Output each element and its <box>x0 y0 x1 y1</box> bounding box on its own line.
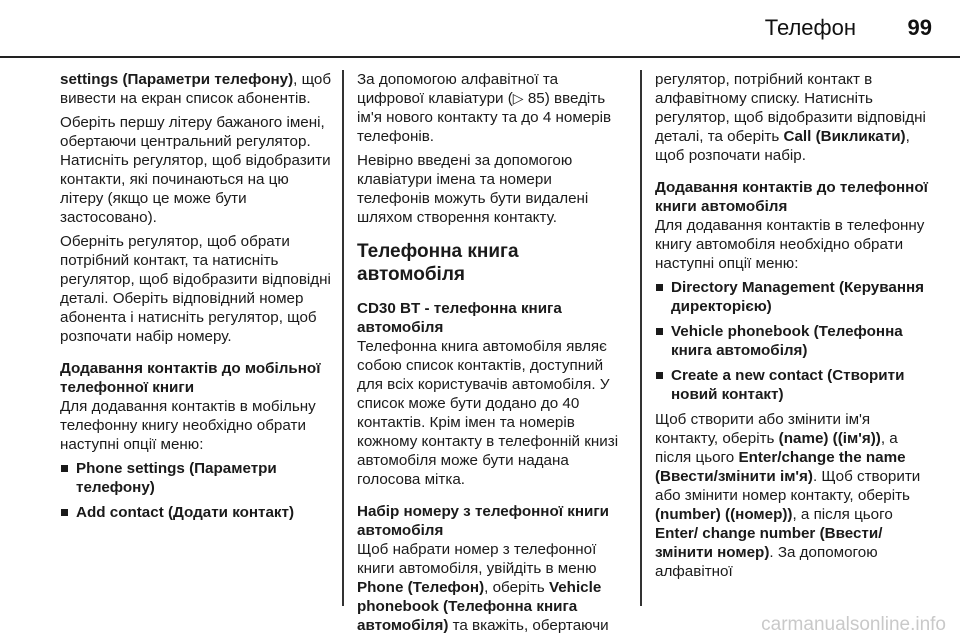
paragraph: Невірно введені за допомогою клавіатури імена та номери телефонів можуть бути видалені шляхом створення контакту. <box>357 152 589 226</box>
paragraph: Для додавання контактів в телефонну книгу автомобіля необхідно обрати наступні опції меню: <box>655 217 925 272</box>
subsection-heading: CD30 BT - телефонна книга автомобіля <box>357 300 562 336</box>
page-number: 99 <box>907 15 932 40</box>
subsection-heading: Набір номеру з телефонної книги автомобіля <box>357 503 609 539</box>
text: , щоб розпочати набір. <box>655 128 910 164</box>
list-item-text: Vehicle phonebook (Телефонна книга автомобіля) <box>671 323 903 359</box>
list-item <box>655 278 930 316</box>
text: , оберіть <box>484 579 549 596</box>
text: ) введіть ім'я нового контакту та до 4 номерів телефонів. <box>357 90 612 145</box>
paragraph: Оберіть першу літеру бажаного імені, обертаючи центральний регулятор. Натисніть регулятор, щоб відобразити контакти, які починаються на цю літеру (якщо це може бути застосовано). <box>60 114 331 226</box>
menu-ref: Call (Викликати) <box>783 128 906 145</box>
watermark: carmanualsonline.info <box>761 614 946 635</box>
menu-ref: Enter/ change number (Ввести/змінити номер) <box>655 525 883 561</box>
text: та вкажіть, обертаючи <box>448 617 609 634</box>
menu-ref: Phone (Телефон) <box>357 579 485 596</box>
text: . За допомогою алфавітної <box>655 544 878 580</box>
paragraph <box>60 70 332 108</box>
menu-ref: (name) ((ім'я)) <box>778 430 881 447</box>
paragraph: Для додавання контактів в мобільну телефонну книгу необхідно обрати наступні опції меню: <box>60 398 316 453</box>
menu-ref: Enter/change the name (Ввести/змінити ім'я) <box>655 449 906 485</box>
paragraph <box>655 70 930 165</box>
list-item-text: Directory Management (Керування директорією) <box>671 279 925 315</box>
paragraph <box>655 410 930 581</box>
paragraph: Оберніть регулятор, щоб обрати потрібний контакт, та натисніть регулятор, щоб відобразити відповідні деталі. Оберіть відповідний номер абонента і натисніть регулятор, щоб розпочати набір номеру. <box>60 233 331 345</box>
page-header <box>0 0 960 64</box>
page-ref[interactable]: 85 <box>527 90 545 107</box>
page-ref-icon: ▷ <box>512 90 524 106</box>
section-heading: Додавання контактів до мобільної телефонної книги <box>60 360 321 396</box>
bullet-icon <box>656 372 663 379</box>
text: регулятор, потрібний контакт в алфавітному списку. Натисніть регулятор, щоб відобразити відповідні деталі, та оберіть <box>655 71 926 145</box>
bullet-icon <box>61 465 68 472</box>
column-2 <box>357 70 627 640</box>
bullet-icon <box>656 284 663 291</box>
header-rule <box>0 56 960 58</box>
section-heading: Додавання контактів до телефонної книги автомобіля <box>655 179 928 215</box>
text: . Щоб створити або змінити номер контакту, оберіть <box>655 468 921 504</box>
list-item-text: Add contact (Додати контакт) <box>76 504 295 521</box>
text: За допомогою алфавітної та цифрової клавіатури ( <box>357 71 559 107</box>
list-item-text: Phone settings (Параметри телефону) <box>76 460 277 496</box>
paragraph <box>357 70 627 146</box>
text: , щоб вивести на екран список абонентів. <box>60 71 332 107</box>
menu-ref: settings (Параметри телефону) <box>60 71 294 88</box>
column-3 <box>655 70 930 586</box>
page-title: Телефон <box>764 15 856 40</box>
list-item <box>655 366 930 404</box>
bullet-icon <box>656 328 663 335</box>
menu-ref: (number) ((номер)) <box>655 506 793 523</box>
text: Щоб створити або змінити ім'я контакту, оберіть <box>655 411 871 447</box>
column-divider-1 <box>342 70 344 606</box>
section-title: Телефонна книга автомобіля <box>357 241 519 285</box>
bullet-icon <box>61 509 68 516</box>
column-1 <box>60 70 332 528</box>
paragraph <box>357 540 627 635</box>
list-item-text: Create a new contact (Створити новий контакт) <box>671 367 905 403</box>
column-divider-2 <box>640 70 642 606</box>
list-item <box>60 503 332 522</box>
text: , а після цього <box>792 506 893 523</box>
text: Щоб набрати номер з телефонної книги автомобіля, увійдіть в меню <box>357 541 597 577</box>
menu-ref: Vehicle phonebook (Телефонна книга автомобіля) <box>357 579 602 634</box>
list-item <box>60 459 332 497</box>
list-item <box>655 322 930 360</box>
text: , а після цього <box>655 430 898 466</box>
paragraph: Телефонна книга автомобіля являє собою список контактів, доступний для всіх користувачів автомобіля. У список може бути додано до 40 контактів. Крім імен та номерів кожному контакту в телефонній книзі автомобіля може бути надана голосова мітка. <box>357 338 619 488</box>
